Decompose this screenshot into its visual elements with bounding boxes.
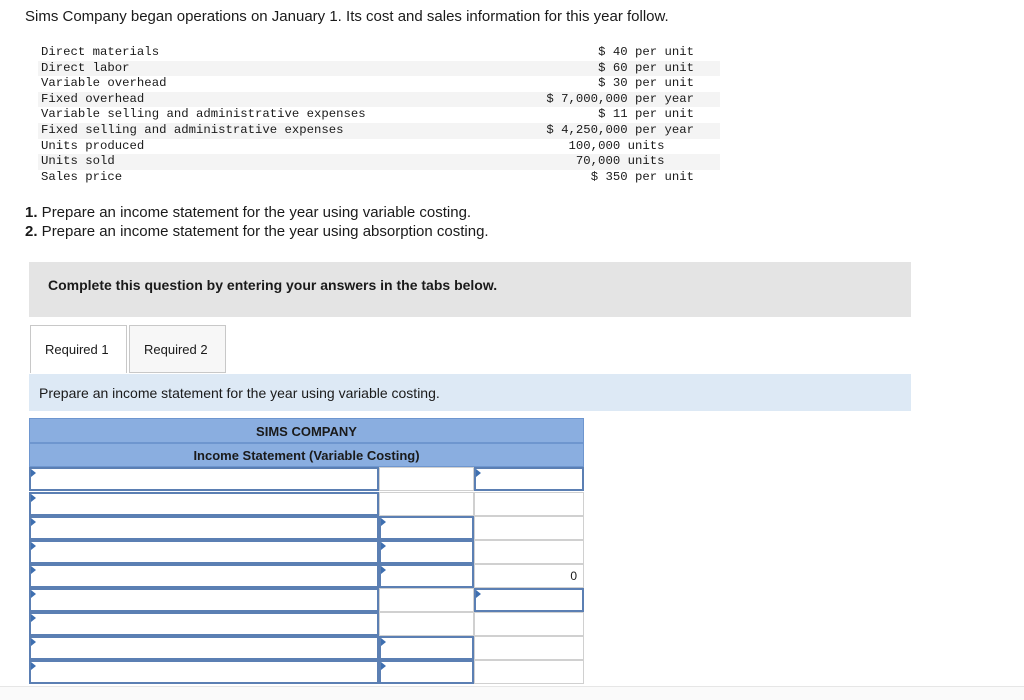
- total-cell: [474, 636, 584, 660]
- dropdown-arrow-icon: [381, 638, 386, 646]
- cost-row: [38, 123, 720, 139]
- total-cell: [474, 492, 584, 516]
- dropdown-arrow-icon: [31, 638, 36, 646]
- amount-input[interactable]: [379, 540, 474, 564]
- line-item-input[interactable]: [29, 636, 379, 660]
- dropdown-arrow-icon: [31, 614, 36, 622]
- cost-label: Variable selling and administrative expenses: [41, 107, 366, 122]
- cost-value: $ 40 per unit: [598, 45, 694, 59]
- requirement-text: Prepare an income statement for the year using absorption costing.: [37, 223, 489, 240]
- statement-row: [29, 660, 584, 684]
- line-item-input[interactable]: [29, 540, 379, 564]
- dropdown-arrow-icon: [381, 518, 386, 526]
- cost-value: $ 4,250,000 per year: [483, 123, 720, 139]
- requirement-text: Prepare an income statement for the year using variable costing.: [37, 204, 472, 221]
- statement-row: [29, 612, 584, 636]
- cost-row: [38, 76, 720, 92]
- cost-label: Sales price: [41, 169, 123, 184]
- amount-cell: [379, 612, 474, 636]
- total-cell: [474, 564, 584, 588]
- cost-row: [38, 45, 720, 61]
- cost-information-table: [38, 45, 720, 185]
- cost-row: [38, 92, 720, 108]
- statement-row: [29, 492, 584, 516]
- statement-row: [29, 516, 584, 540]
- dropdown-arrow-icon: [381, 542, 386, 550]
- statement-row: [29, 636, 584, 660]
- cost-label: Variable overhead: [41, 76, 167, 91]
- cost-row: [38, 170, 720, 186]
- amount-input[interactable]: [379, 660, 474, 684]
- dropdown-arrow-icon: [31, 662, 36, 670]
- income-statement-form: [29, 418, 585, 683]
- total-input[interactable]: [474, 467, 584, 491]
- cost-value: $ 11 per unit: [598, 107, 694, 122]
- page-footer-bar: [0, 686, 1024, 700]
- amount-cell: [379, 588, 474, 612]
- line-item-input[interactable]: [29, 467, 379, 491]
- cost-value: $ 7,000,000 per year: [483, 92, 720, 108]
- cost-row: [38, 139, 720, 155]
- statement-company-name: SIMS COMPANY: [29, 418, 584, 443]
- dropdown-arrow-icon: [31, 494, 36, 502]
- tab-required-2[interactable]: Required 2: [129, 325, 226, 373]
- cost-label: Direct materials: [41, 45, 160, 59]
- requirement-item: [25, 222, 489, 241]
- dropdown-arrow-icon: [31, 566, 36, 574]
- statement-row: [29, 467, 584, 491]
- requirement-item: [25, 203, 489, 222]
- dropdown-arrow-icon: [31, 518, 36, 526]
- dropdown-arrow-icon: [476, 590, 481, 598]
- dropdown-arrow-icon: [31, 469, 36, 477]
- amount-input[interactable]: [379, 516, 474, 540]
- line-item-input[interactable]: [29, 492, 379, 516]
- cost-value: $ 30 per unit: [598, 76, 694, 91]
- total-input[interactable]: [474, 588, 584, 612]
- statement-row: [29, 588, 584, 612]
- computed-total: 0: [570, 569, 577, 583]
- cost-label: Units sold: [38, 154, 483, 170]
- requirement-number: 2.: [25, 223, 38, 240]
- cost-value: 100,000 units: [568, 138, 694, 153]
- cost-row: [38, 107, 720, 123]
- cost-value: $ 60 per unit: [483, 61, 720, 77]
- problem-intro: Sims Company began operations on January 1. Its cost and sales information for this year follow.: [25, 8, 669, 25]
- cost-row: [38, 154, 720, 170]
- total-cell: [474, 660, 584, 684]
- total-cell: [474, 540, 584, 564]
- requirements-list: [25, 203, 489, 241]
- line-item-input[interactable]: [29, 564, 379, 588]
- cost-row: [38, 61, 720, 77]
- dropdown-arrow-icon: [381, 566, 386, 574]
- tab-required-1[interactable]: Required 1: [30, 325, 127, 373]
- line-item-input[interactable]: [29, 612, 379, 636]
- statement-row: [29, 540, 584, 564]
- amount-cell: [379, 492, 474, 516]
- cost-value: 70,000 units: [483, 154, 720, 170]
- requirement-number: 1.: [25, 204, 38, 221]
- amount-input[interactable]: [379, 636, 474, 660]
- total-cell: [474, 516, 584, 540]
- cost-label: Direct labor: [38, 61, 483, 77]
- statement-row: [29, 564, 584, 588]
- total-cell: [474, 612, 584, 636]
- amount-cell: [379, 467, 474, 491]
- instruction-text: Complete this question by entering your answers in the tabs below.: [48, 277, 498, 293]
- requirement-prompt: [29, 374, 911, 411]
- line-item-input[interactable]: [29, 660, 379, 684]
- instruction-banner: [29, 262, 911, 317]
- cost-label: Fixed overhead: [38, 92, 483, 108]
- prompt-text: Prepare an income statement for the year using variable costing.: [39, 385, 440, 401]
- dropdown-arrow-icon: [476, 469, 481, 477]
- line-item-input[interactable]: [29, 588, 379, 612]
- cost-label: Units produced: [41, 138, 145, 153]
- dropdown-arrow-icon: [381, 662, 386, 670]
- dropdown-arrow-icon: [31, 590, 36, 598]
- dropdown-arrow-icon: [31, 542, 36, 550]
- cost-label: Fixed selling and administrative expenses: [38, 123, 483, 139]
- statement-title: Income Statement (Variable Costing): [29, 443, 584, 467]
- cost-value: $ 350 per unit: [590, 169, 694, 184]
- line-item-input[interactable]: [29, 516, 379, 540]
- amount-input[interactable]: [379, 564, 474, 588]
